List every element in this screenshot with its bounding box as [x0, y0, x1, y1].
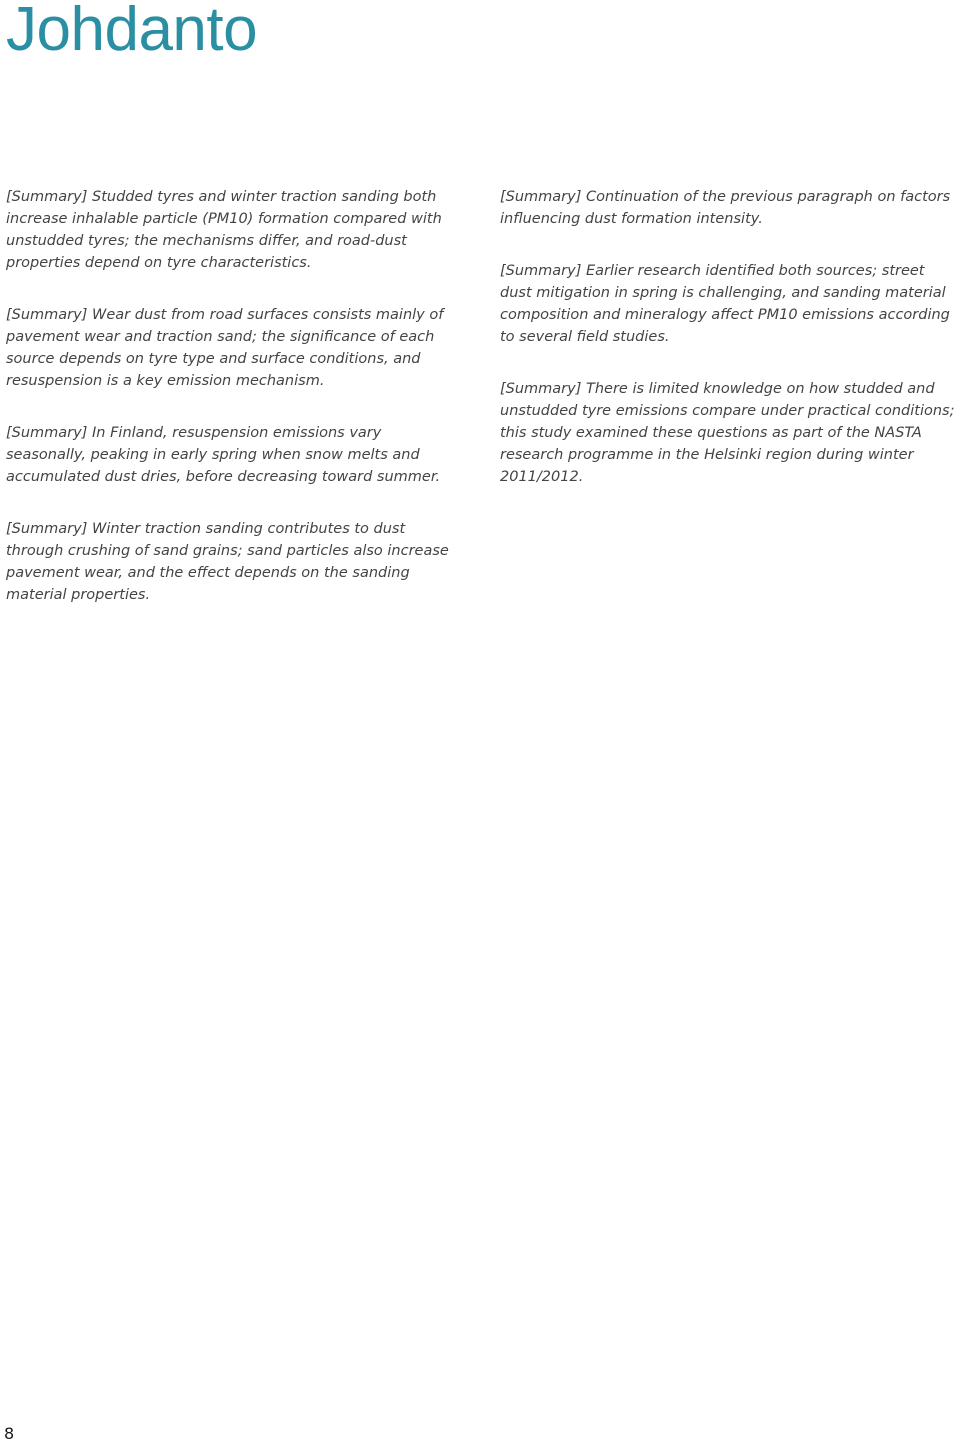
paragraph-summary: [Summary] There is limited knowledge on how studded and unstudded tyre emissions compare under practical conditions; this study examined these questions as part of the NASTA research programme in the Helsinki region during winter 2011/2012. [500, 381, 955, 485]
paragraph-summary: [Summary] Earlier research identified both sources; street dust mitigation in spring is challenging, and sanding material composition and mineralogy affect PM10 emissions according to several field studies. [500, 263, 950, 345]
paragraph-summary: [Summary] In Finland, resuspension emissions vary seasonally, peaking in early spring when snow melts and accumulated dust dries, before decreasing toward summer. [6, 425, 441, 485]
page-number: 8 [4, 1424, 15, 1443]
page-title: Johdanto [6, 0, 258, 64]
right-column [500, 186, 958, 518]
paragraph-summary: [Summary] Wear dust from road surfaces consists mainly of pavement wear and traction sand; the significance of each source depends on tyre type and surface conditions, and resuspension is a key emission mechanism. [6, 307, 444, 389]
paragraph-summary: [Summary] Studded tyres and winter traction sanding both increase inhalable particle (PM10) formation compared with unstudded tyres; the mechanisms differ, and road-dust properties depend on tyre characteristics. [6, 189, 442, 271]
left-column [6, 186, 464, 636]
paragraph-summary: [Summary] Winter traction sanding contributes to dust through crushing of sand grains; sand particles also increase pavement wear, and the effect depends on the sanding material properties. [6, 521, 449, 603]
paragraph-summary: [Summary] Continuation of the previous paragraph on factors influencing dust formation intensity. [500, 189, 951, 227]
